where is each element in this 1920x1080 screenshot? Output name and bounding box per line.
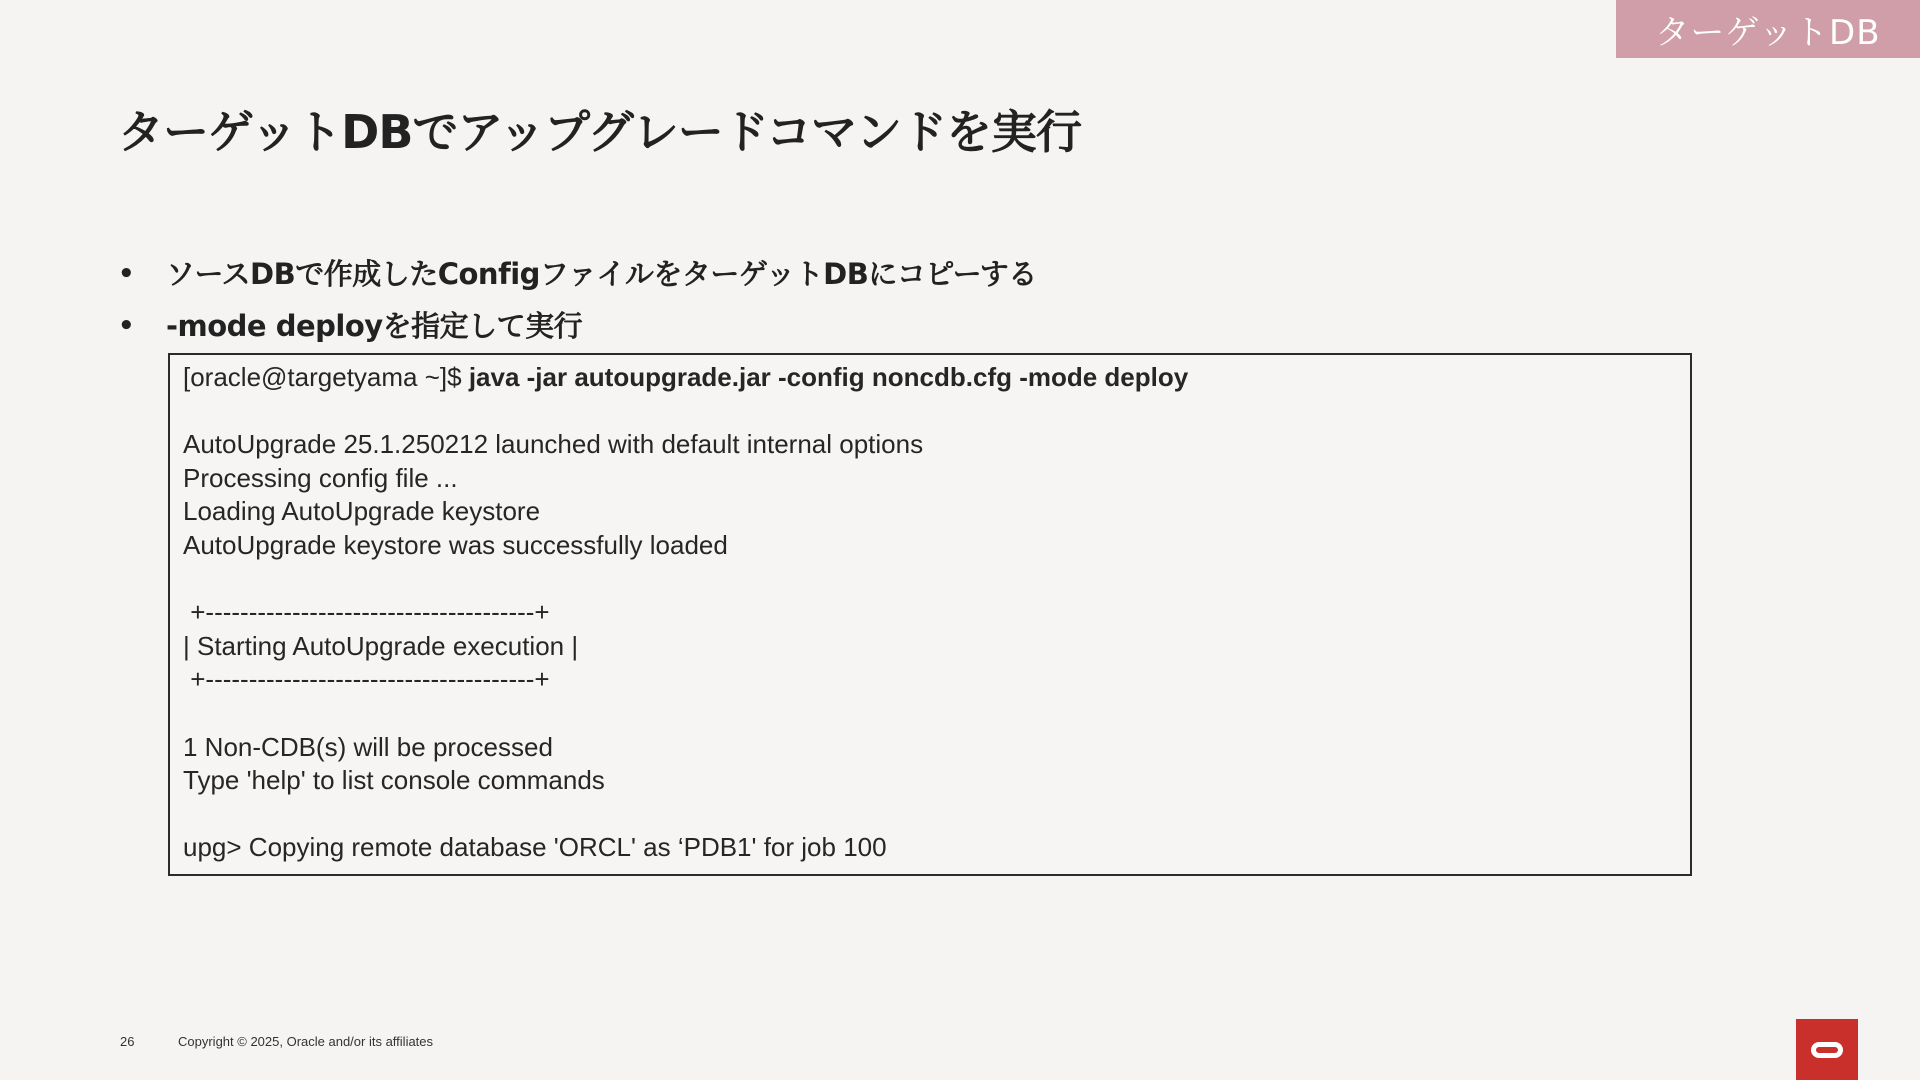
shell-prompt: [oracle@targetyama ~]$ [183,362,469,392]
terminal-line: Loading AutoUpgrade keystore [183,496,541,527]
command-text: java -jar autoupgrade.jar -config noncdb.cfg -mode deploy [468,362,1189,392]
bullet-item [118,248,1037,300]
terminal-line: upg> Copying remote database 'ORCL' as ‘PDB1' for job 100 [183,832,887,863]
terminal-line: AutoUpgrade 25.1.250212 launched with default internal options [183,429,924,460]
terminal-line [183,395,1690,429]
terminal-line: AutoUpgrade keystore was successfully loaded [183,529,728,560]
terminal-line: | Starting AutoUpgrade execution | [183,630,579,661]
terminal-line: Processing config file ... [183,462,458,493]
terminal-line: 1 Non-CDB(s) will be processed [183,731,553,762]
terminal-line [183,697,1690,731]
page-number: 26 [120,1034,135,1049]
terminal-line: +--------------------------------------+ [183,597,550,628]
terminal-line: +--------------------------------------+ [183,664,550,695]
oracle-logo-icon [1796,1019,1858,1080]
terminal-line: Type 'help' to list console commands [183,765,605,796]
section-tag: ターゲットDB [1616,0,1920,58]
bullet-text: -mode deployを指定して実行 [166,309,583,343]
copyright-text: Copyright © 2025, Oracle and/or its affiliates [178,1034,434,1049]
terminal-line [183,563,1690,597]
bullet-dot: • [118,259,135,289]
terminal-output-box [168,353,1692,876]
bullet-text: ソースDBで作成したConfigファイルをターゲットDBにコピーする [166,257,1037,291]
oracle-ring-shape [1811,1042,1843,1058]
command-line [183,361,1690,395]
terminal-line [183,798,1690,832]
terminal-lines [183,395,1690,865]
page-title: ターゲットDBでアップグレードコマンドを実行 [118,105,1081,159]
bullet-dot: • [118,311,135,341]
bullet-list [118,248,1037,352]
bullet-item [118,300,1037,352]
